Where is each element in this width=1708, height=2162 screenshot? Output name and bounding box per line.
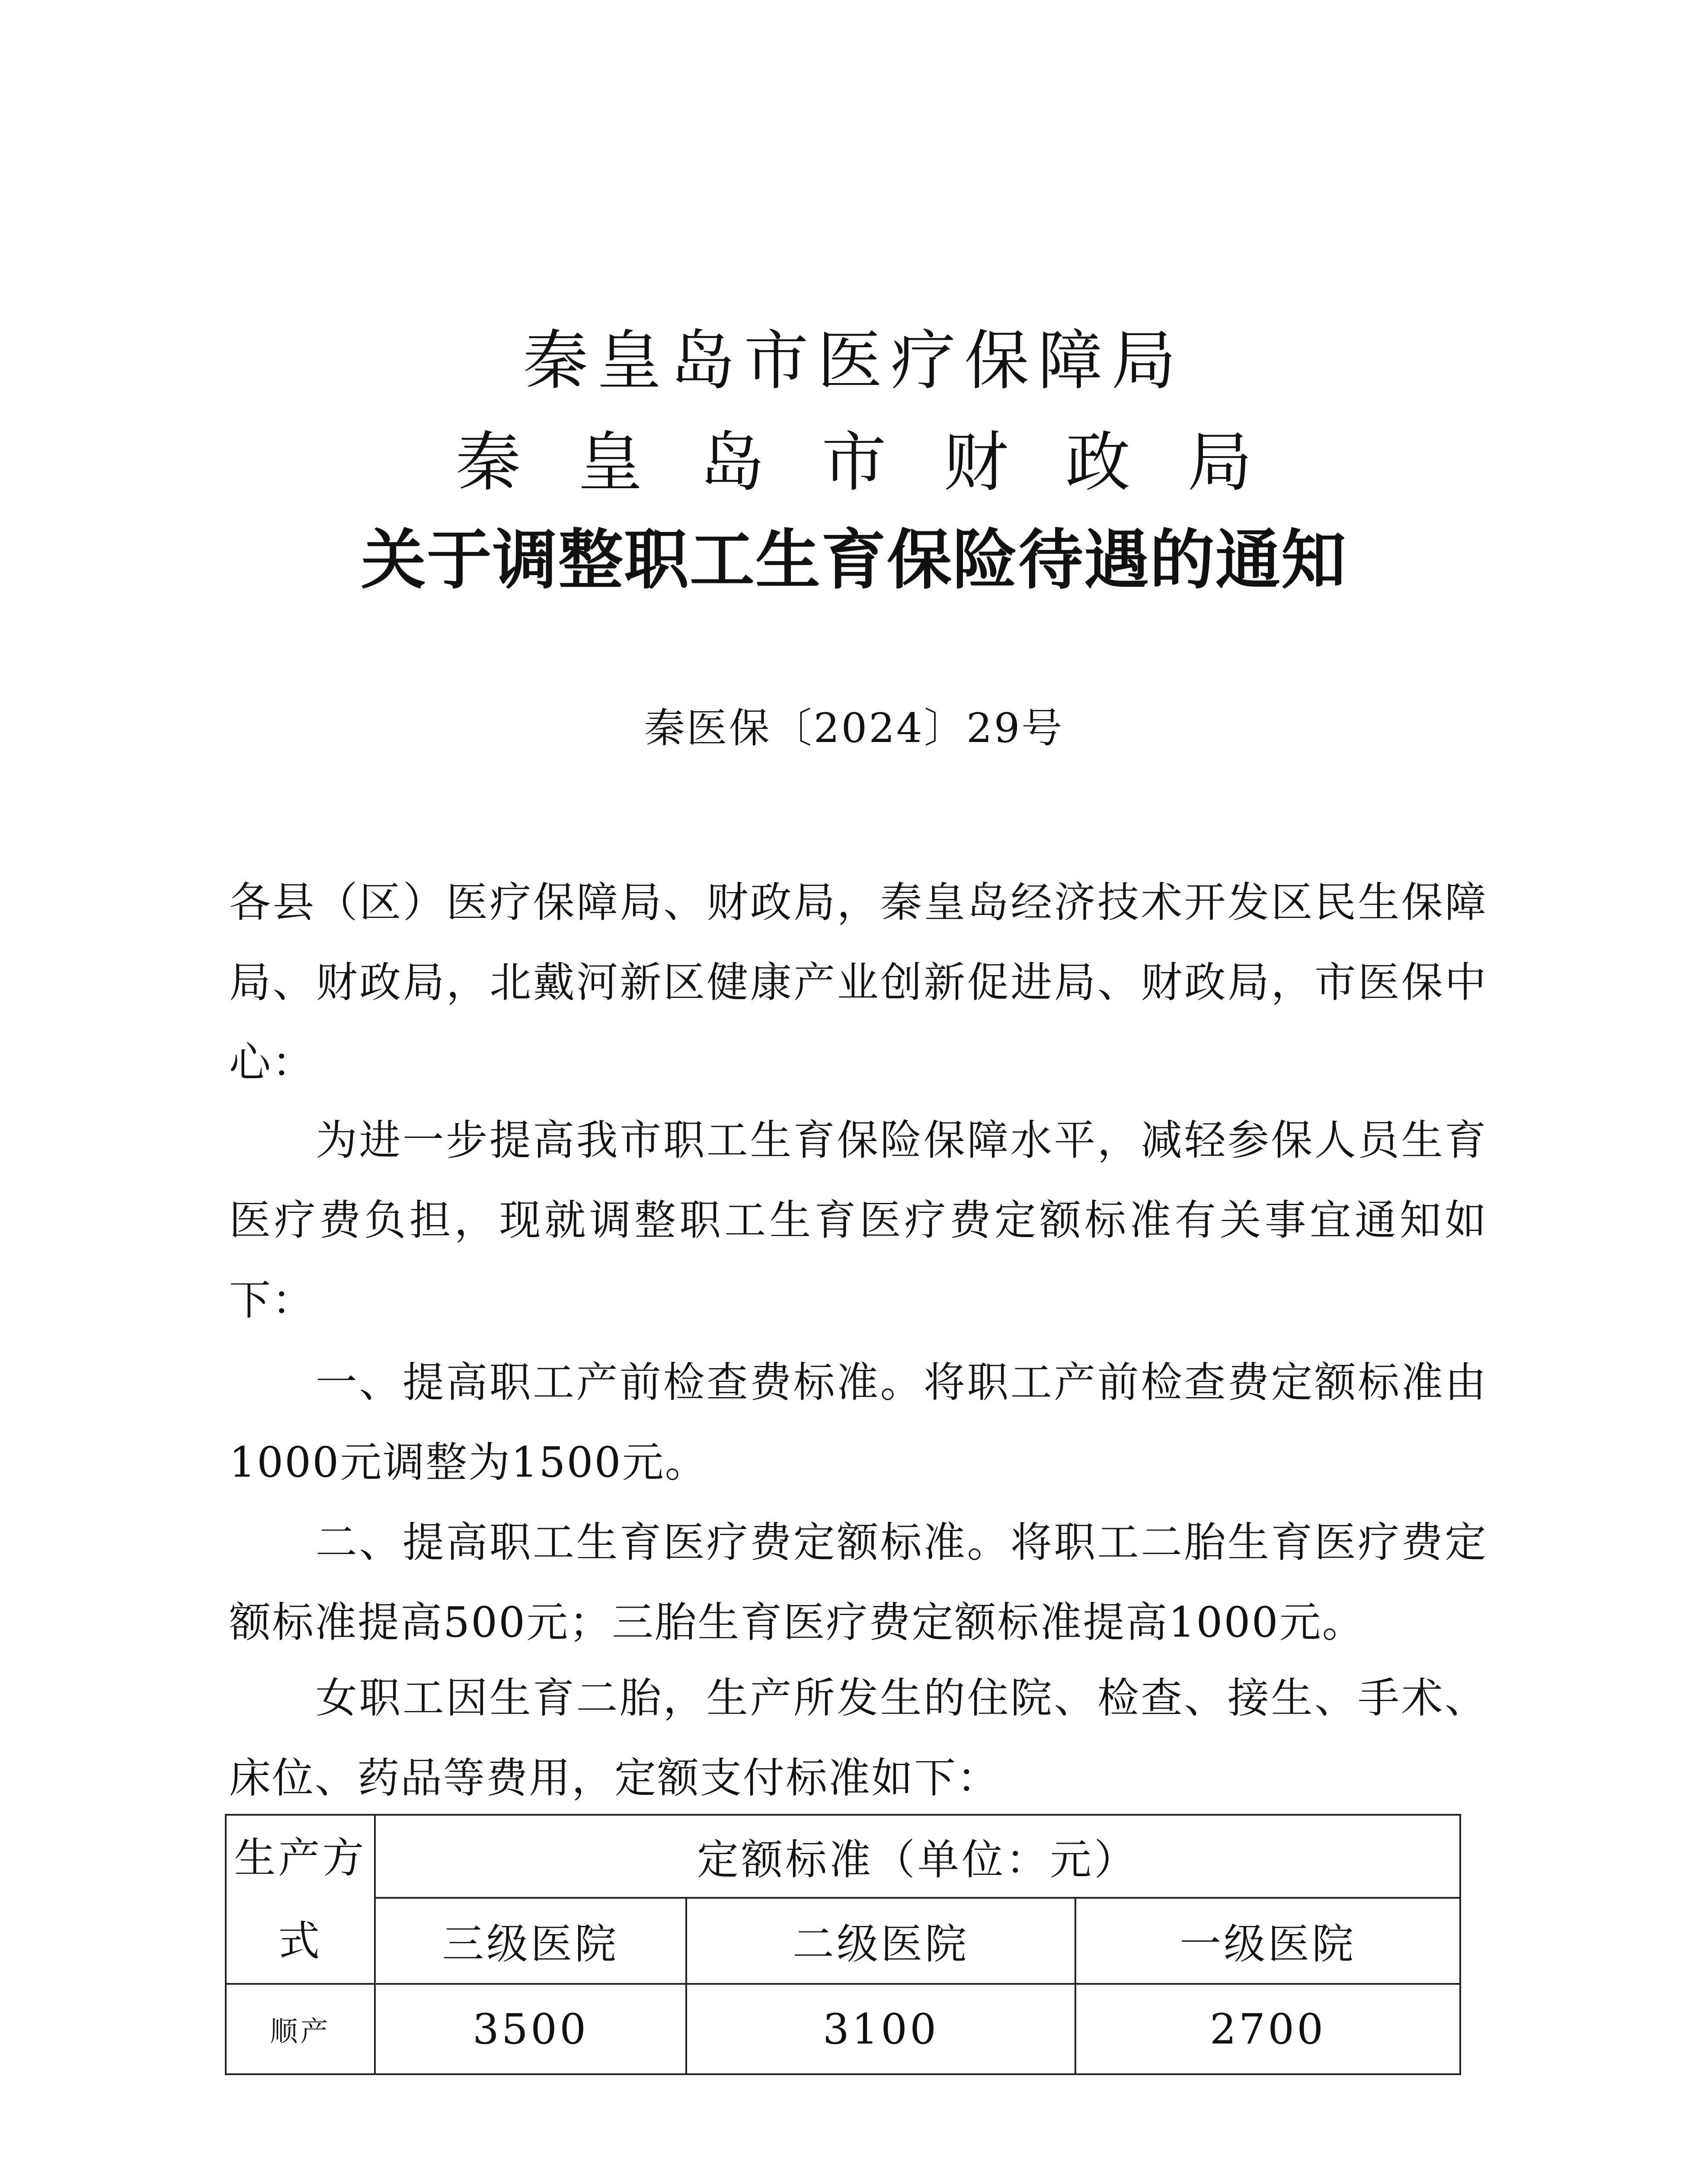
table-subheader-row [226,1898,1460,1984]
tertiary-value-cell: 3500 [375,1984,686,2074]
delivery-mode-header-line-2: 式 [278,1916,323,1965]
table-row [226,1984,1460,2074]
column-tertiary-hospital: 三级医院 [375,1898,686,1984]
secondary-value-cell: 3100 [686,1984,1075,2074]
issuer-finance-bureau: 秦皇岛市财政局 [455,425,1309,500]
delivery-mode-header-line-1: 生产方 [234,1833,367,1882]
notice-title: 关于调整职工生育保险待遇的通知 [361,522,1347,598]
issuer-medical-security-bureau: 秦皇岛市医疗保障局 [523,323,1185,399]
delivery-mode-header [226,1815,375,1984]
column-primary-hospital: 一级医院 [1075,1898,1460,1984]
recipients-paragraph: 各县（区）医疗保障局、财政局，秦皇岛经济技术开发区民生保障局、财政局，北戴河新区健康产业创新促进局、财政局，市医保中心： [229,878,1487,1087]
primary-value-cell: 2700 [1075,1984,1460,2074]
table-header-row [226,1815,1460,1898]
intro-paragraph: 为进一步提高我市职工生育保险保障水平，减轻参保人员生育医疗费负担，现就调整职工生育医疗费定额标准有关事宜通知如下： [229,1116,1487,1324]
column-secondary-hospital: 二级医院 [686,1898,1075,1984]
item-one-paragraph: 一、提高职工产前检查费标准。将职工产前检查费定额标准由1000元调整为1500元。 [229,1358,1487,1487]
quota-standard-header: 定额标准（单位：元） [375,1815,1460,1898]
fee-standard-table [225,1814,1461,2075]
second-child-paragraph: 女职工因生育二胎，生产所发生的住院、检查、接生、手术、床位、药品等费用，定额支付标准如下： [229,1674,1487,1802]
delivery-mode-cell: 顺产 [226,1984,375,2074]
item-two-paragraph: 二、提高职工生育医疗费定额标准。将职工二胎生育医疗费定额标准提高500元；三胎生育医疗费定额标准提高1000元。 [229,1518,1487,1647]
document-number: 秦医保〔2024〕29号 [644,705,1064,752]
